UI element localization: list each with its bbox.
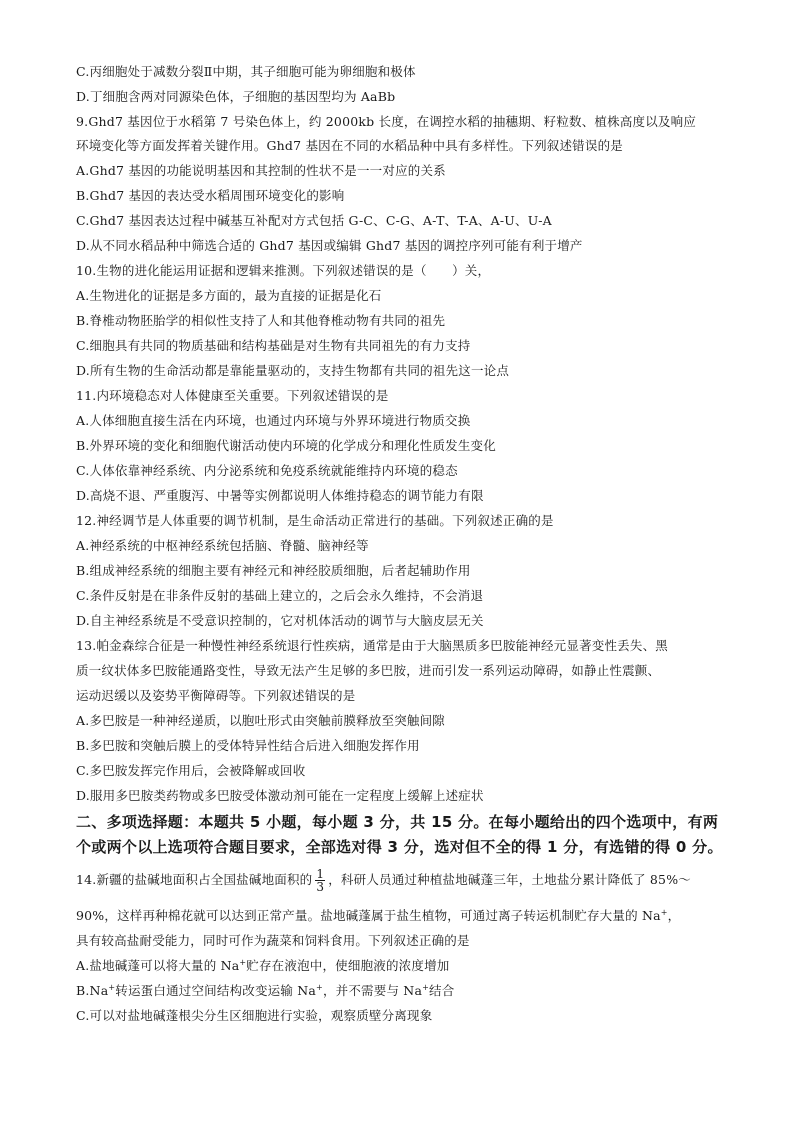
- question-13-option-b: B.多巴胺和突触后膜上的受体特异性结合后进入细胞发挥作用: [76, 738, 420, 753]
- question-12-option-c: C.条件反射是在非条件反射的基础上建立的，之后会永久维持，不会消退: [76, 588, 484, 603]
- option-line: C.丙细胞处于减数分裂Ⅱ中期，其子细胞可能为卵细胞和极体: [76, 64, 416, 79]
- question-9-option-d: D.从不同水稻品种中筛选合适的 Ghd7 基因或编辑 Ghd7 基因的调控序列可能有利于增产: [76, 238, 583, 253]
- option-line: D.丁细胞含两对同源染色体，子细胞的基因型均为 AaBb: [76, 89, 396, 104]
- question-11-stem: 11.内环境稳态对人体健康至关重要。下列叙述错误的是: [76, 388, 389, 403]
- question-13-stem-cont: 运动迟缓以及姿势平衡障碍等。下列叙述错误的是: [76, 688, 356, 703]
- superscript: +: [316, 982, 323, 992]
- question-14-stem-cont: [76, 908, 680, 924]
- option-text: 转运蛋白通过空间结构改变运输 Na: [115, 983, 317, 998]
- option-text: A.盐地碱蓬可以将大量的 Na: [76, 958, 240, 973]
- question-10-option-b: B.脊椎动物胚胎学的相似性支持了人和其他脊椎动物有共同的祖先: [76, 313, 446, 328]
- question-9-stem: 9.Ghd7 基因位于水稻第 7 号染色体上，约 2000kb 长度，在调控水稻的抽穗期、籽粒数、植株高度以及响应: [76, 114, 697, 129]
- question-13-option-d: D.服用多巴胺类药物或多巴胺受体激动剂可能在一定程度上缓解上述症状: [76, 788, 484, 803]
- section-2-heading: 二、多项选择题：本题共 5 小题，每小题 3 分，共 15 分。在每小题给出的四个选项中，有两: [76, 813, 719, 831]
- superscript: +: [422, 982, 430, 992]
- question-14-option-b: [76, 983, 454, 999]
- superscript: +: [239, 957, 247, 967]
- option-text: ，并不需要与 Na: [322, 983, 423, 998]
- question-10-option-c: C.细胞具有共同的物质基础和结构基础是对生物有共同祖先的有力支持: [76, 338, 471, 353]
- fraction-denominator: 3: [316, 880, 325, 894]
- option-text: 贮存在液泡中，使细胞液的浓度增加: [246, 958, 450, 973]
- question-12-option-d: D.自主神经系统是不受意识控制的，它对机体活动的调节与大脑皮层无关: [76, 613, 484, 628]
- question-14-text: ，科研人员通过种植盐地碱蓬三年，土地盐分累计降低了 85%～: [328, 872, 691, 887]
- question-14-text: ，: [667, 908, 681, 923]
- fraction: [315, 868, 325, 893]
- question-9-option-b: B.Ghd7 基因的表达受水稻周围环境变化的影响: [76, 188, 345, 203]
- question-14-option-c: C.可以对盐地碱蓬根尖分生区细胞进行实验，观察质壁分离现象: [76, 1008, 433, 1023]
- question-14-stem-cont: 具有较高盐耐受能力，同时可作为蔬菜和饲料食用。下列叙述正确的是: [76, 933, 470, 948]
- question-10-stem: 10.生物的进化能运用证据和逻辑来推测。下列叙述错误的是（ ）关，: [76, 263, 491, 278]
- question-12-stem: 12.神经调节是人体重要的调节机制，是生命活动正常进行的基础。下列叙述正确的是: [76, 513, 554, 528]
- question-11-option-d: D.高烧不退、严重腹泻、中暑等实例都说明人体维持稳态的调节能力有限: [76, 488, 484, 503]
- question-9-option-c: C.Ghd7 基因表达过程中碱基互补配对方式包括 G-C、C-G、A-T、T-A、A-U、U-A: [76, 213, 552, 228]
- question-14-text: 14.新疆的盐碱地面积占全国盐碱地面积的: [76, 872, 313, 887]
- question-13-stem-cont: 质一纹状体多巴胺能通路变性，导致无法产生足够的多巴胺，进而引发一系列运动障碍，如静止性震颤、: [76, 663, 661, 678]
- fraction-numerator: 1: [316, 867, 325, 881]
- option-text: 结合: [429, 983, 455, 998]
- question-11-option-b: B.外界环境的变化和细胞代谢活动使内环境的化学成分和理化性质发生变化: [76, 438, 496, 453]
- question-12-option-a: A.神经系统的中枢神经系统包括脑、脊髓、脑神经等: [76, 538, 369, 553]
- question-12-option-b: B.组成神经系统的细胞主要有神经元和神经胶质细胞，后者起辅助作用: [76, 563, 471, 578]
- section-2-heading-cont: 个或两个以上选项符合题目要求，全部选对得 3 分，选对但不全的得 1 分，有选错的得 0 分。: [76, 838, 723, 856]
- question-13-option-c: C.多巴胺发挥完作用后，会被降解或回收: [76, 763, 306, 778]
- question-13-stem: 13.帕金森综合征是一种慢性神经系统退行性疾病，通常是由于大脑黑质多巴胺能神经元显著变性丢失、黑: [76, 638, 668, 653]
- question-10-option-d: D.所有生物的生命活动都是靠能量驱动的，支持生物都有共同的祖先这一论点: [76, 363, 510, 378]
- question-9-stem-cont: 环境变化等方面发挥着关键作用。Ghd7 基因在不同的水稻品种中具有多样性。下列叙述错误的是: [76, 138, 623, 153]
- option-text: B.Na: [76, 983, 109, 998]
- question-13-option-a: A.多巴胺是一种神经递质，以胞吐形式由突触前膜释放至突触间隙: [76, 713, 446, 728]
- question-11-option-a: A.人体细胞直接生活在内环境，也通过内环境与外界环境进行物质交换: [76, 413, 471, 428]
- question-10-option-a: A.生物进化的证据是多方面的，最为直接的证据是化石: [76, 288, 382, 303]
- question-14-stem: [76, 868, 691, 893]
- superscript: +: [660, 907, 668, 917]
- superscript: +: [108, 982, 116, 992]
- question-14-option-a: [76, 958, 449, 974]
- question-9-option-a: A.Ghd7 基因的功能说明基因和其控制的性状不是一一对应的关系: [76, 163, 446, 178]
- question-11-option-c: C.人体依靠神经系统、内分泌系统和免疫系统就能维持内环境的稳态: [76, 463, 458, 478]
- question-14-text: 90%，这样再种棉花就可以达到正常产量。盐地碱蓬属于盐生植物，可通过离子转运机制贮存大量的 Na: [76, 908, 661, 923]
